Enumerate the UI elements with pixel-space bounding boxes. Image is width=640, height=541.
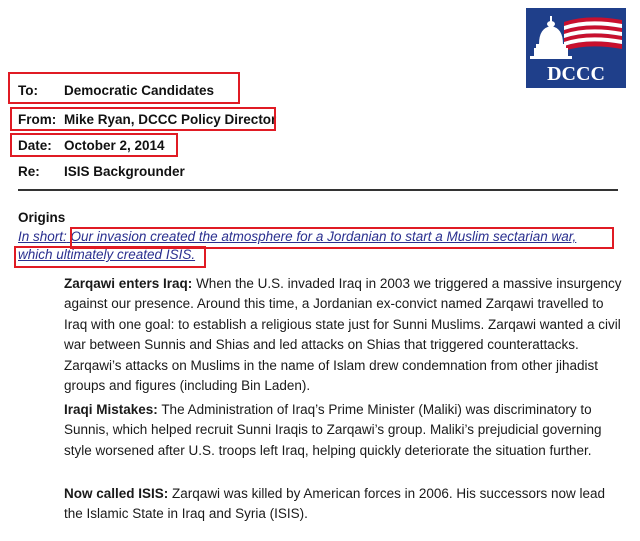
in-short-line-1 [18, 229, 576, 244]
in-short-text-2: which ultimately created ISIS. [18, 247, 196, 262]
header-divider [18, 189, 618, 191]
memo-from-key: From: [18, 112, 57, 127]
memo-to-value: Democratic Candidates [64, 83, 215, 98]
in-short-label: In short: [18, 229, 67, 244]
paragraph-iraqi-mistakes-text: The Administration of Iraq’s Prime Minister (Maliki) was discriminatory to Sunnis, which helped recruit Sunni Iraqis to Zarqawi’s group. Maliki’s prejudicial governing style worsened after U.S. troops left Iraq, helping quickly deteriorate the situation further. [64, 402, 602, 458]
memo-to-key: To: [18, 83, 38, 98]
memo-re-key: Re: [18, 164, 40, 179]
flag-graphic [564, 17, 622, 51]
dccc-logo [526, 8, 626, 88]
paragraph-isis-title: Now called ISIS: [64, 486, 169, 501]
logo-text: DCCC [547, 63, 605, 85]
memo-date-key: Date: [18, 138, 52, 153]
memo-from-value: Mike Ryan, DCCC Policy Director [64, 112, 277, 127]
paragraph-iraqi-mistakes [64, 400, 624, 461]
memo-date-value: October 2, 2014 [64, 138, 165, 153]
memo-re-value: ISIS Backgrounder [64, 164, 185, 179]
in-short-text-1: Our invasion created the atmosphere for a Jordanian to start a Muslim sectarian war, [70, 229, 577, 244]
in-short-line-2 [18, 247, 195, 262]
paragraph-zarqawi-text: When the U.S. invaded Iraq in 2003 we triggered a massive insurgency against our presence. Around this time, a Jordanian ex-convict named Zarqawi travelled to Iraq with one goal: to establish a religious state just for Sunni Muslims. Zarqawi wanted a civil war between Sunnis and Shias and led attacks on Shias that triggered counterattacks. Zarqawi’s attacks on Muslims in the name of Islam drew condemnation from other jihadist groups and figures (including Bin Laden). [64, 276, 622, 394]
paragraph-isis-text: Zarqawi was killed by American forces in 2006. His successors now lead the Islamic State in Iraq and Syria (ISIS). [64, 486, 605, 522]
paragraph-iraqi-mistakes-title: Iraqi Mistakes: [64, 402, 158, 417]
origins-heading: Origins [18, 210, 66, 225]
paragraph-now-called-isis [64, 484, 624, 525]
paragraph-zarqawi [64, 274, 624, 396]
paragraph-zarqawi-title: Zarqawi enters Iraq: [64, 276, 193, 291]
